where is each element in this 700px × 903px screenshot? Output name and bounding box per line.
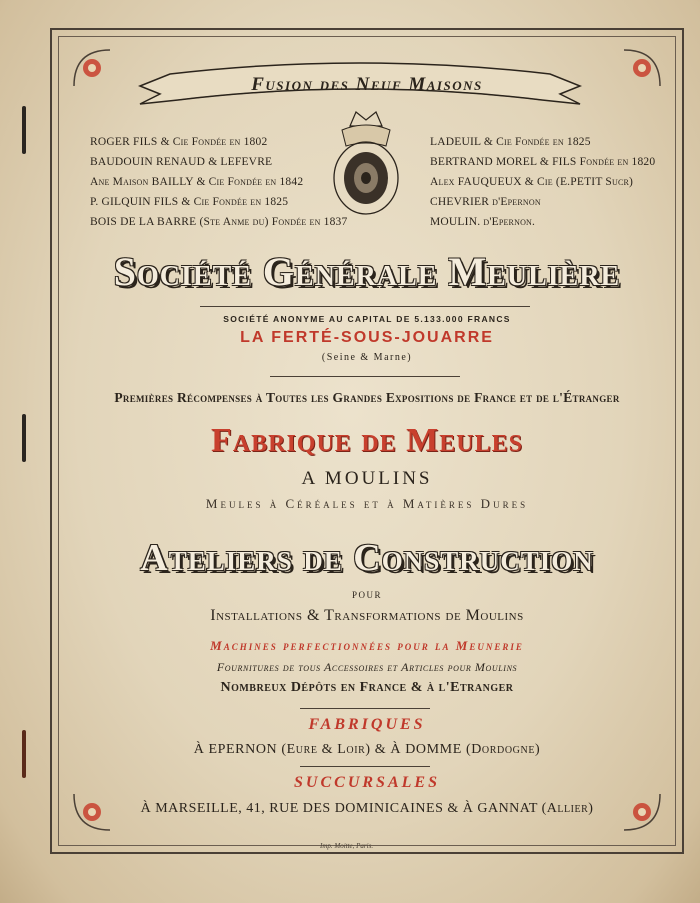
- company-capital: SOCIÉTÉ ANONYME AU CAPITAL DE 5.133.000 FRANCS: [223, 314, 511, 324]
- ateliers-pour: POUR: [351, 590, 382, 600]
- list-item: Ane Maison BAILLY & Cie Fondée en 1842: [90, 176, 304, 188]
- list-item: LADEUIL & Cie Fondée en 1825: [430, 136, 591, 148]
- fabrique-detail: Meules à Céréales et à Matières Dures: [205, 496, 529, 511]
- list-item: MOULIN. d'Epernon.: [430, 216, 536, 228]
- company-city: LA FERTÉ-SOUS-JOUARRE: [240, 329, 494, 346]
- staple: [22, 106, 26, 154]
- divider: [270, 376, 460, 377]
- list-item: ROGER FILS & Cie Fondée en 1802: [90, 136, 268, 148]
- awards-line: Premières Récompenses à Toutes les Grandes Expositions de France et de l'Étranger: [114, 390, 620, 405]
- staple: [22, 414, 26, 462]
- list-item: P. GILQUIN FILS & Cie Fondée en 1825: [90, 196, 289, 208]
- ateliers-title: Ateliers de Construction: [140, 537, 594, 579]
- succursales-title: SUCCURSALES: [294, 774, 440, 791]
- trademark-crest-icon: [320, 106, 412, 224]
- houses-right-list: [430, 132, 655, 232]
- fabriques-locations: À EPERNON (Eure & Loir) & À DOMME (Dordogne): [193, 742, 541, 757]
- ateliers-installations: Installations & Transformations de Moulins: [210, 607, 524, 624]
- company-region: (Seine & Marne): [321, 352, 413, 363]
- divider: [300, 708, 430, 709]
- divider: [200, 306, 530, 307]
- banner-title: Fusion des Neuf Maisons: [251, 74, 483, 95]
- ateliers-fournitures: Fournitures de tous Accessoires et Articles pour Moulins: [216, 660, 518, 674]
- fabrique-title: Fabrique de Meules: [211, 422, 523, 459]
- ateliers-depots: Nombreux Dépôts en France & à l'Etranger: [220, 680, 514, 695]
- list-item: Alex FAUQUEUX & Cie (E.PETIT Sucr): [430, 176, 634, 188]
- ateliers-machines: Machines perfectionnées pour la Meunerie: [210, 638, 524, 653]
- list-item: BAUDOUIN RENAUD & LEFEVRE: [90, 156, 273, 168]
- fabrique-subtitle: A MOULINS: [301, 468, 433, 489]
- succursales-locations: À MARSEILLE, 41, RUE DES DOMINICAINES & À GANNAT (Allier): [140, 801, 594, 816]
- divider: [300, 766, 430, 767]
- printer-imprint: Imp. Moitte, Paris.: [320, 842, 374, 850]
- list-item: BERTRAND MOREL & FILS Fondée en 1820: [430, 156, 656, 168]
- list-item: CHEVRIER d'Epernon: [430, 196, 541, 208]
- company-name: Société Générale Meulière: [113, 249, 621, 294]
- staple: [22, 730, 26, 778]
- fabriques-title: FABRIQUES: [308, 716, 426, 733]
- houses-left-list: [90, 132, 347, 232]
- list-item: BOIS DE LA BARRE (Ste Anme du) Fondée en 1837: [90, 216, 348, 228]
